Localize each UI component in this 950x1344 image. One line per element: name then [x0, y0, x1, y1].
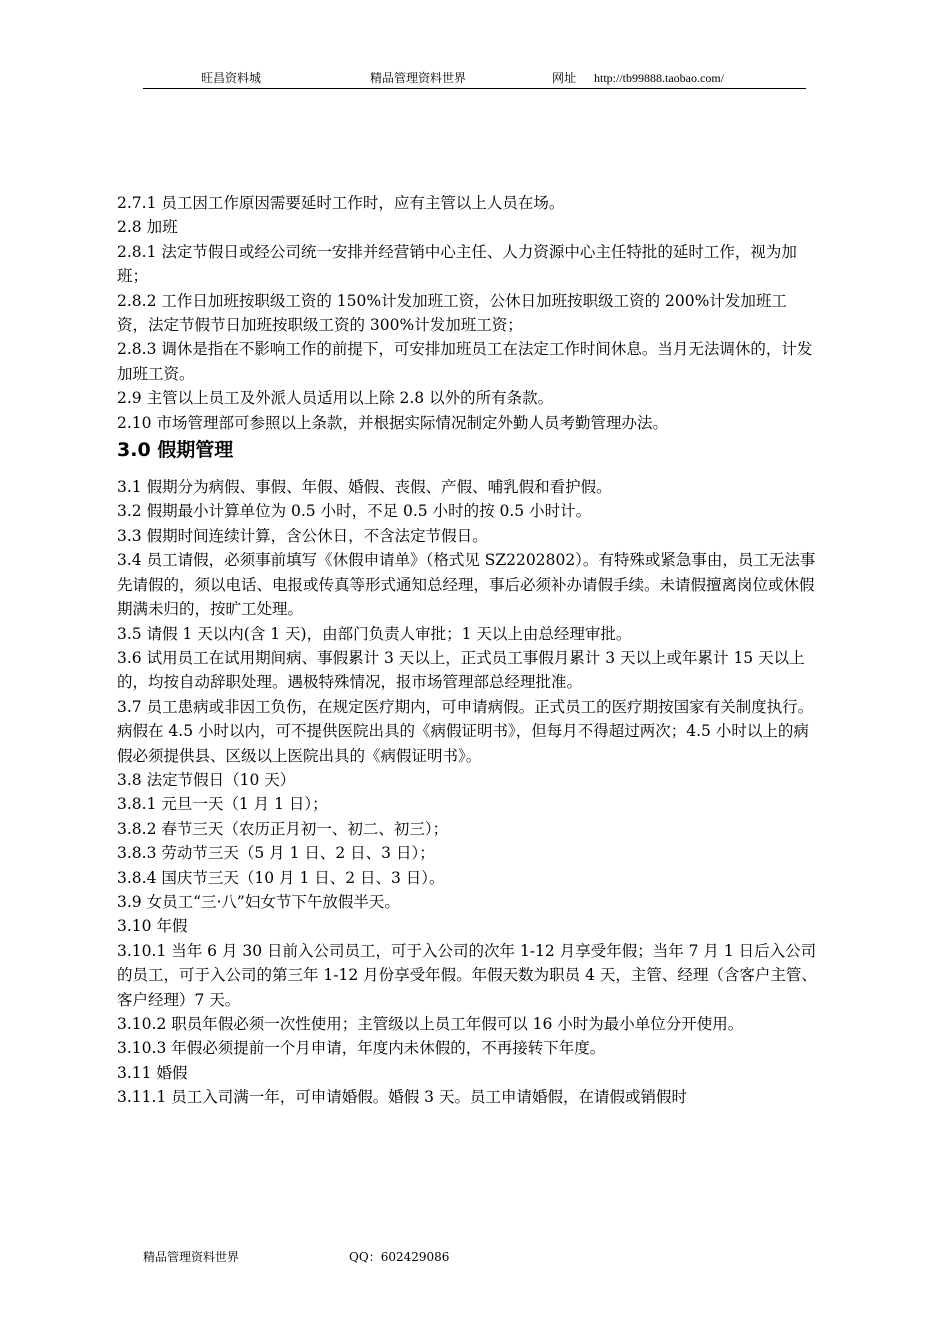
paragraph: 2.8.1 法定节假日或经公司统一安排并经营销中心主任、人力资源中心主任特批的延时工作，视为加班；	[117, 242, 797, 286]
footer-qq: QQ：602429086	[349, 1250, 450, 1264]
paragraph: 3.8.1 元旦一天（1 月 1 日）；	[117, 795, 328, 814]
page-footer	[143, 1248, 449, 1265]
paragraph: 3.11 婚假	[117, 1063, 188, 1082]
header-left-text: 旺昌资料城	[201, 71, 262, 85]
header-url: http://tb99888.taobao.com/	[594, 71, 724, 85]
paragraph: 3.8.3 劳动节三天（5 月 1 日、2 日、3 日）；	[117, 844, 435, 863]
paragraph: 2.9 主管以上员工及外派人员适用以上除 2.8 以外的所有条款。	[117, 389, 554, 408]
footer-left-text: 精品管理资料世界	[143, 1250, 240, 1264]
paragraph: 3.11.1 员工入司满一年，可申请婚假。婚假 3 天。员工申请婚假，在请假或销假时	[117, 1088, 687, 1107]
paragraph: 3.10.1 当年 6 月 30 日前入公司员工，可于入公司的次年 1-12 月享受年假；当年 7 月 1 日后入公司的员工，可于入公司的第三年 1-12 月份享受年假。年假天数为职员 4 天，主管、经理（含客户主管、客户经理）7 天。	[117, 941, 817, 1009]
header-url-label: 网址	[552, 71, 577, 85]
paragraph: 3.10 年假	[117, 917, 188, 936]
document-body	[117, 191, 817, 1110]
paragraph: 3.8.4 国庆节三天（10 月 1 日、2 日、3 日）。	[117, 868, 445, 887]
paragraphs-after	[117, 475, 817, 1110]
paragraph: 2.8 加班	[117, 218, 178, 237]
paragraph: 3.8.2 春节三天（农历正月初一、初二、初三）；	[117, 819, 449, 838]
paragraph: 2.8.3 调休是指在不影响工作的前提下，可安排加班员工在法定工作时间休息。当月无法调休的，计发加班工资。	[117, 340, 813, 383]
section-heading: 3.0 假期管理	[117, 439, 234, 462]
paragraph: 3.4 员工请假，必须事前填写《休假申请单》（格式见 SZ2202802）。有特殊或紧急事由，员工无法事先请假的，须以电话、电报或传真等形式通知总经理，事后必须补办请假手续。未请假擅离岗位或休假期满未归的，按旷工处理。	[117, 551, 816, 619]
paragraph: 2.7.1 员工因工作原因需要延时工作时，应有主管以上人员在场。	[117, 194, 565, 212]
paragraph: 3.10.3 年假必须提前一个月申请，年度内未休假的，不再接转下年度。	[117, 1039, 606, 1058]
paragraph: 3.7 员工患病或非因工负伤，在规定医疗期内，可申请病假。正式员工的医疗期按国家有关制度执行。病假在 4.5 小时以内，可不提供医院出具的《病假证明书》，但每月不得超过两次；4.5 小时以上的病假必须提供县、区级以上医院出具的《病假证明书》。	[117, 697, 814, 765]
paragraph: 3.2 假期最小计算单位为 0.5 小时，不足 0.5 小时的按 0.5 小时计。	[117, 502, 592, 521]
paragraph: 3.10.2 职员年假必须一次性使用；主管级以上员工年假可以 16 小时为最小单位分开使用。	[117, 1015, 744, 1033]
paragraph: 2.10 市场管理部可参照以上条款，并根据实际情况制定外勤人员考勤管理办法。	[117, 413, 668, 432]
paragraph: 3.6 试用员工在试用期间病、事假累计 3 天以上，正式员工事假月累计 3 天以上或年累计 15 天以上的，均按自动辞职处理。遇极特殊情况，报市场管理部总经理批准。	[117, 648, 805, 692]
paragraphs-before	[117, 191, 817, 435]
paragraph: 2.8.2 工作日加班按职级工资的 150%计发加班工资，公休日加班按职级工资的 200%计发加班工资，法定节假节日加班按职级工资的 300%计发加班工资；	[117, 291, 787, 335]
paragraph: 3.5 请假 1 天以内(含 1 天)，由部门负责人审批；1 天以上由总经理审批。	[117, 624, 632, 643]
paragraph: 3.8 法定节假日（10 天）	[117, 770, 296, 789]
paragraph: 3.1 假期分为病假、事假、年假、婚假、丧假、产假、哺乳假和看护假。	[117, 478, 612, 497]
header-middle-text: 精品管理资料世界	[370, 71, 467, 85]
page-header	[143, 66, 806, 89]
paragraph: 3.9 女员工“三·八”妇女节下午放假半天。	[117, 892, 400, 911]
paragraph: 3.3 假期时间连续计算，含公休日，不含法定节假日。	[117, 526, 488, 545]
header-right	[552, 69, 724, 86]
